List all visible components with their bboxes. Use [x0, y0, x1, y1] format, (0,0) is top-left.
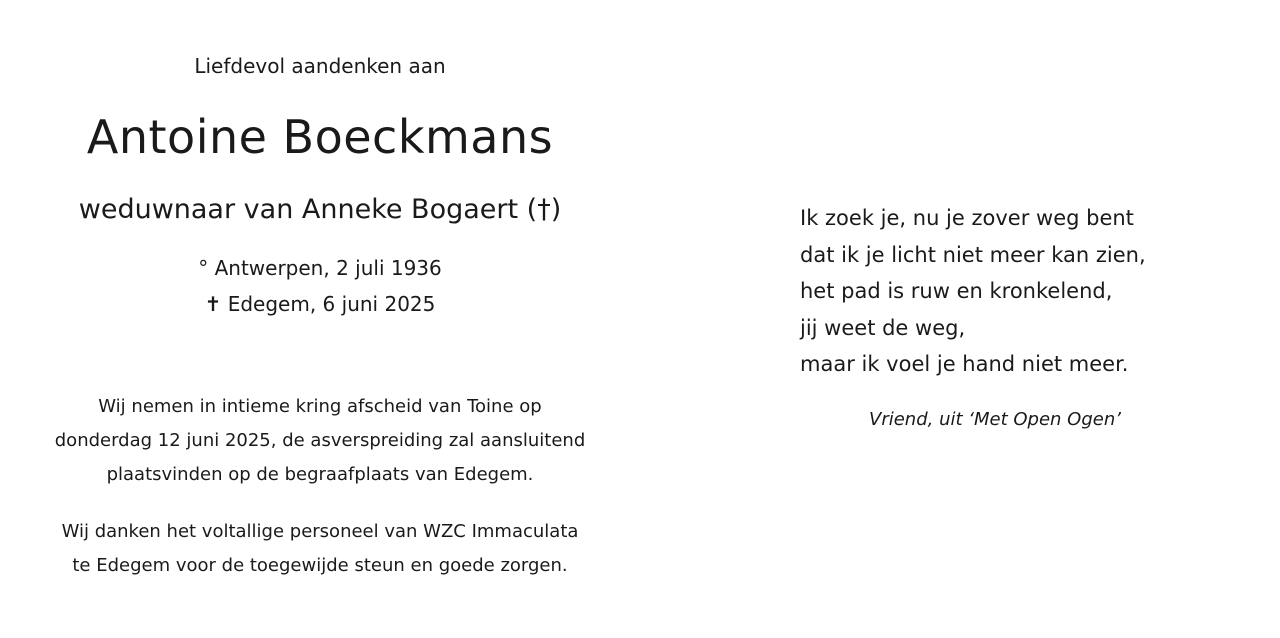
paragraph-line: plaatsvinden op de begraafplaats van Edegem.: [106, 464, 534, 485]
paragraph-line: te Edegem voor de toegewijde steun en goede zorgen.: [72, 555, 568, 576]
farewell-paragraph: [0, 390, 640, 492]
poem-attribution: Vriend, uit ‘Met Open Ogen’: [869, 409, 1121, 430]
death-line: ✝ Edegem, 6 juni 2025: [204, 292, 436, 316]
intro-text: Liefdevol aandenken aan: [194, 54, 446, 78]
right-panel: [640, 0, 1280, 638]
thanks-paragraph: [0, 515, 640, 583]
poem-line: het pad is ruw en kronkelend,: [800, 279, 1113, 303]
poem-line: dat ik je licht niet meer kan zien,: [800, 242, 1146, 267]
poem-line: maar ik voel je hand niet meer.: [800, 352, 1129, 376]
paragraph-line: Wij danken het voltallige personeel van WZC Immaculata: [61, 521, 579, 542]
widower-line: weduwnaar van Anneke Bogaert (†): [78, 194, 562, 225]
paragraph-line: Wij nemen in intieme kring afscheid van Toine op: [98, 396, 542, 417]
poem-line: Ik zoek je, nu je zover weg bent: [800, 206, 1134, 230]
poem-line: jij weet de weg,: [800, 315, 966, 340]
birth-line: ° Antwerpen, 2 juli 1936: [198, 256, 442, 280]
deceased-name: Antoine Boeckmans: [86, 110, 554, 164]
poem: [800, 200, 1146, 383]
paragraph-line: donderdag 12 juni 2025, de asverspreiding zal aansluitend: [54, 430, 586, 451]
